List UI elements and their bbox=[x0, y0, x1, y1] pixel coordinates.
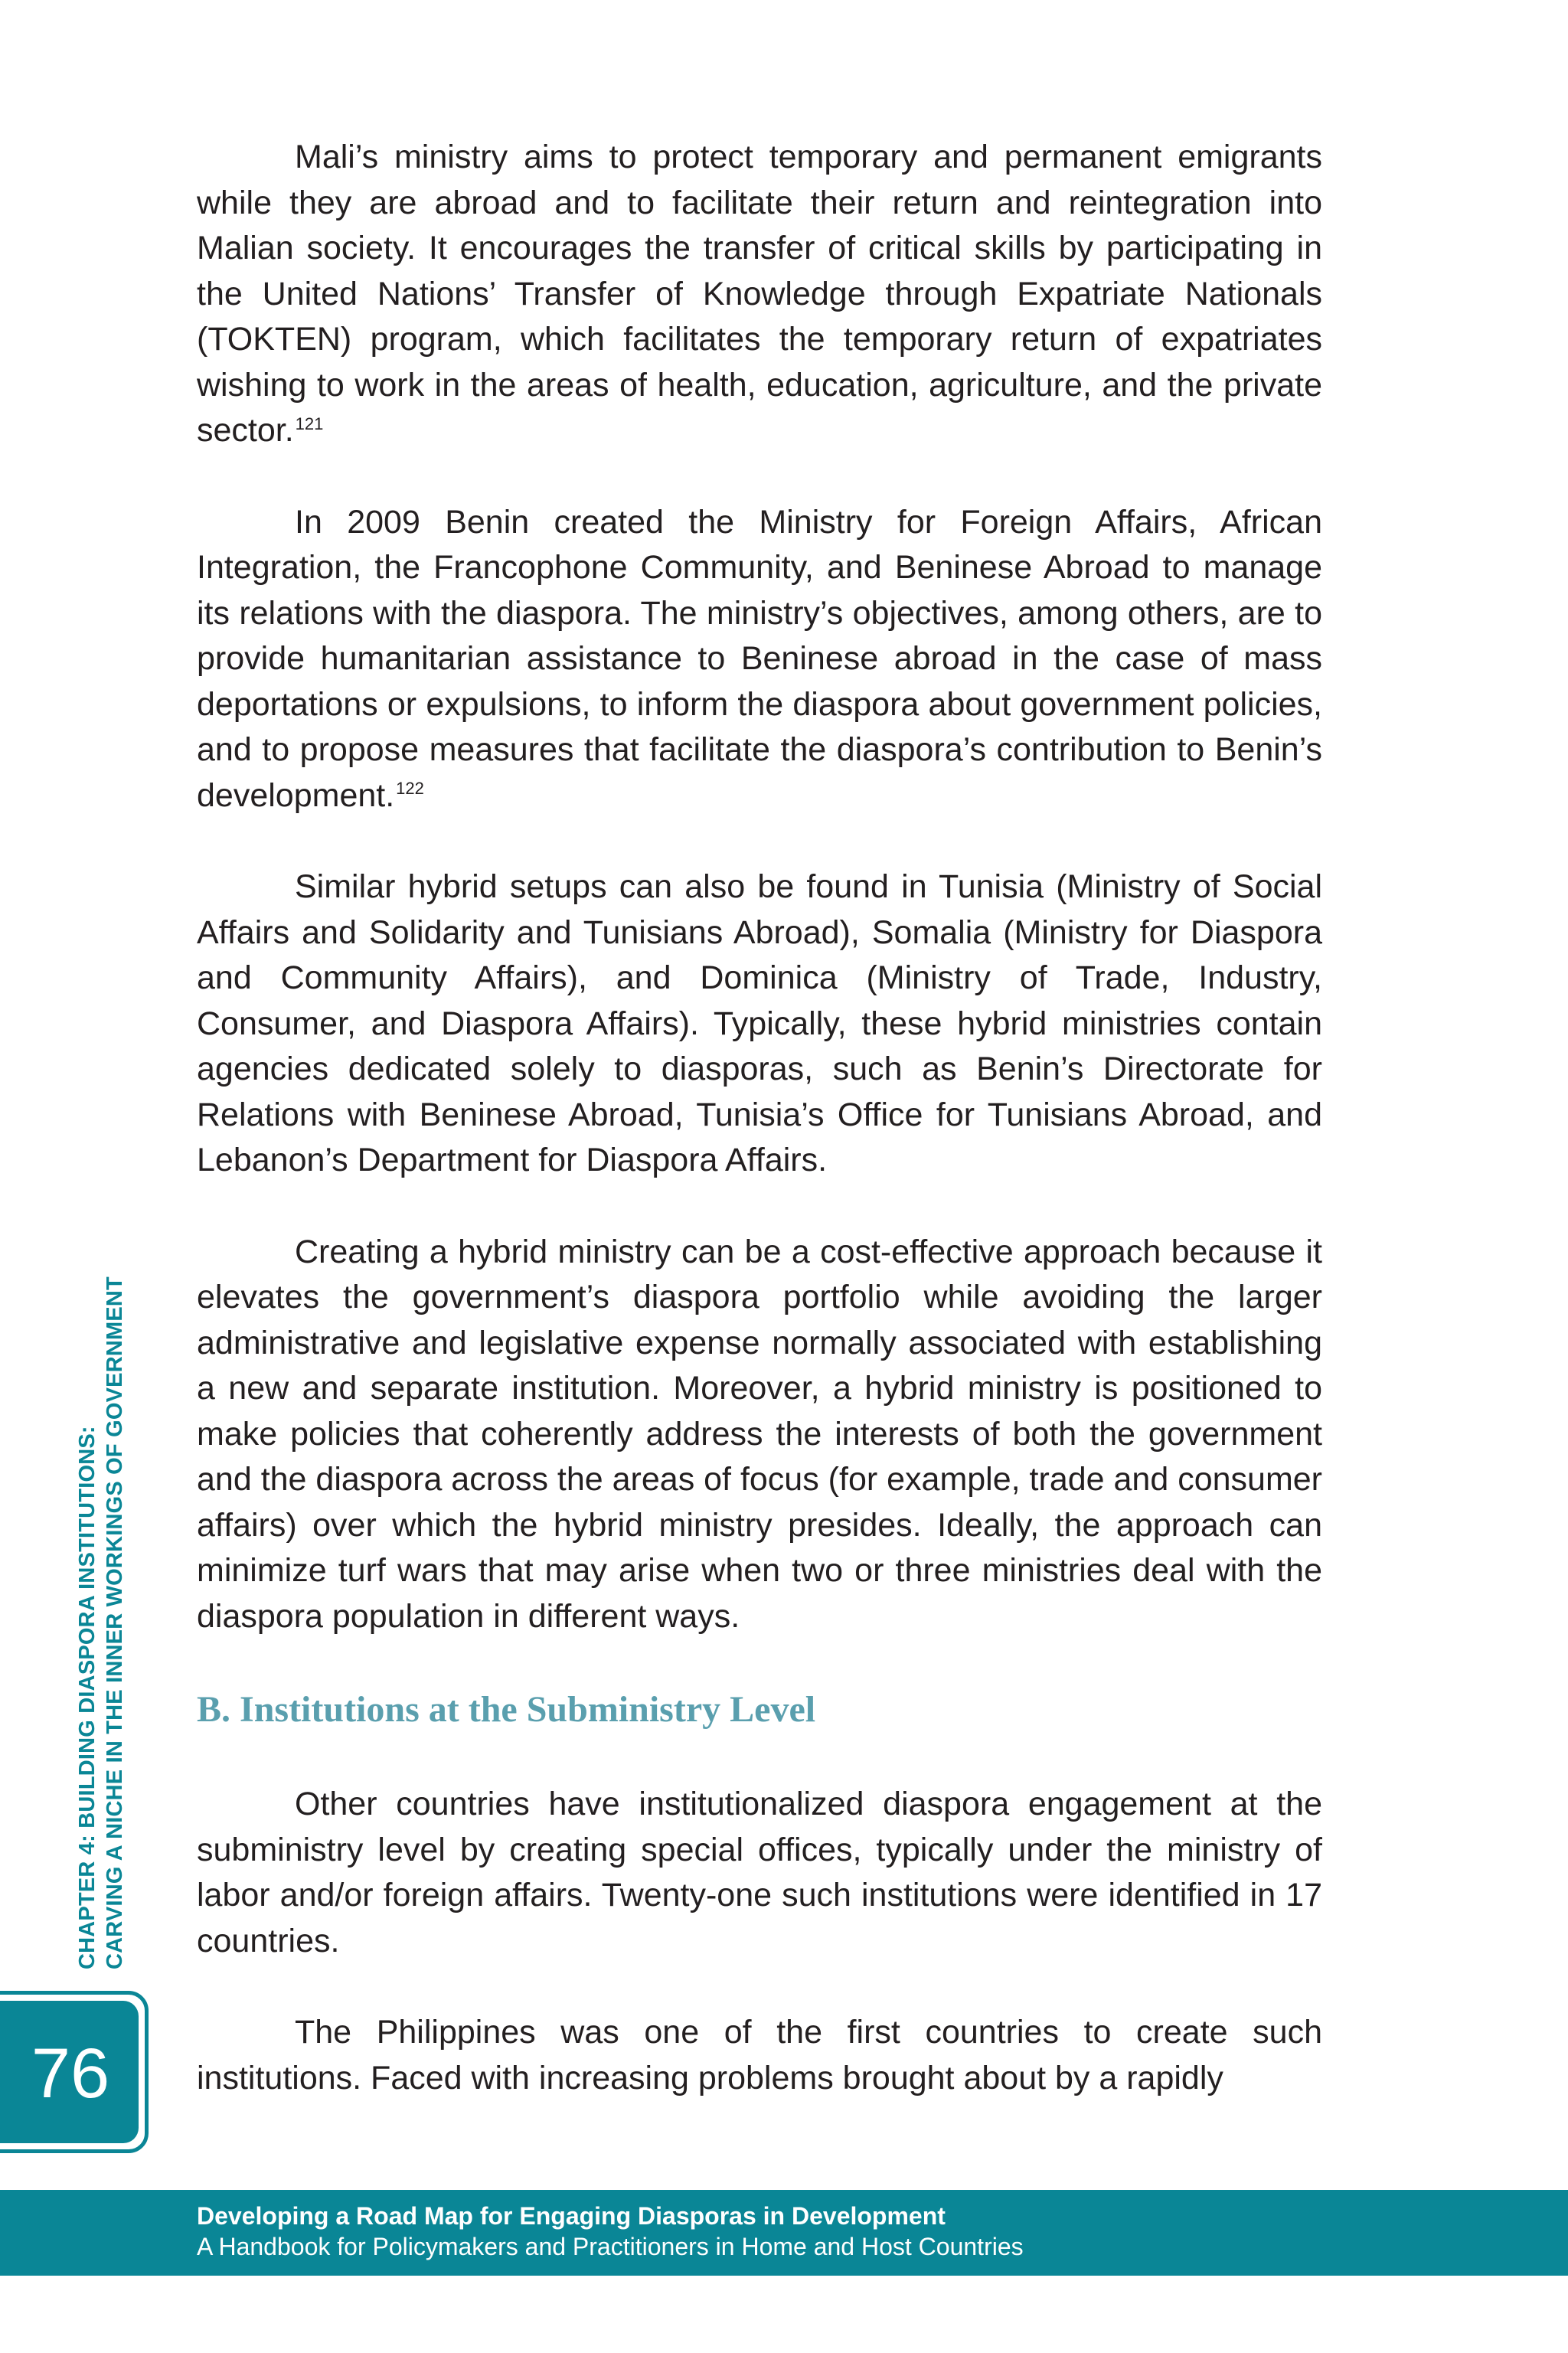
page-number-tab bbox=[0, 1991, 149, 2153]
section-heading: B. Institutions at the Subministry Level bbox=[197, 1689, 816, 1730]
footnote-ref[interactable]: 121 bbox=[295, 413, 324, 433]
footer-title: Developing a Road Map for Engaging Diasporas in Development bbox=[197, 2202, 946, 2230]
main-text-column bbox=[197, 135, 1322, 2147]
footnote-ref[interactable]: 122 bbox=[396, 779, 424, 799]
chapter-title-line-1: CHAPTER 4: BUILDING DIASPORA INSTITUTIONS: bbox=[75, 1426, 100, 1969]
page-number: 76 bbox=[0, 2001, 139, 2143]
paragraph-hybrid-setups: Similar hybrid setups can also be found in Tunisia (Ministry of Social Affairs and Solidarity and Tunisians Abroad), Somalia (Ministry for Diaspora and Community Affairs), and Dominica (Ministry of Trade, Industry, Consumer, and Diaspora Affairs). Typically, these hybrid ministries contain agencies dedicated solely to diasporas, such as Benin’s Directorate for Relations with Beninese Abroad, Tunisia’s Office for Tunisians Abroad, and Lebanon’s Department for Diaspora Affairs. bbox=[197, 868, 1322, 1178]
chapter-title-line-2: CARVING A NICHE IN THE INNER WORKINGS OF GOVERNMENT bbox=[103, 1276, 127, 1969]
paragraph-mali: Mali’s ministry aims to protect temporary and permanent emigrants while they are abroad and to facilitate their return and reintegration into Malian society. It encourages the transfer of critical skills by participating in the United Nations’ Transfer of Knowledge through Expatriate Nationals (TOKTEN) program, which facilitates the temporary return of expatriates wishing to work in the areas of health, education, agriculture, and the private sector.$^{121}$ bbox=[197, 139, 1322, 449]
paragraph-hybrid-ministry: Creating a hybrid ministry can be a cost-effective approach because it elevates the government’s diaspora portfolio while avoiding the larger administrative and legislative expense normally associated with establishing a new and separate institution. Moreover, a hybrid ministry is positioned to make policies that coherently address the interests of both the government and the diaspora across the areas of focus (for example, trade and consumer affairs) over which the hybrid ministry presides. Ideally, the approach can minimize turf wars that may arise when two or three ministries deal with the diaspora population in different ways. bbox=[197, 1233, 1322, 1635]
footer-subtitle: A Handbook for Policymakers and Practitioners in Home and Host Countries bbox=[197, 2233, 1024, 2260]
paragraph-benin: In 2009 Benin created the Ministry for Foreign Affairs, African Integration, the Francophone Community, and Beninese Abroad to manage its relations with the diaspora. The ministry’s objectives, among others, are to provide humanitarian assistance to Beninese abroad in the case of mass deportations or expulsions, to inform the diaspora about government policies, and to propose measures that facilitate the diaspora’s contribution to Benin’s development.$^{122}$ bbox=[197, 503, 1322, 814]
chapter-side-label bbox=[63, 1250, 139, 1969]
paragraph-philippines: The Philippines was one of the first countries to create such institutions. Faced with increasing problems brought about by a rapidly bbox=[197, 2014, 1322, 2096]
paragraph-subministry: Other countries have institutionalized diaspora engagement at the subministry level by creating special offices, typically under the ministry of labor and/or foreign affairs. Twenty-one such institutions were identified in 17 countries. bbox=[197, 1786, 1322, 1959]
footer-band bbox=[0, 2190, 1568, 2276]
